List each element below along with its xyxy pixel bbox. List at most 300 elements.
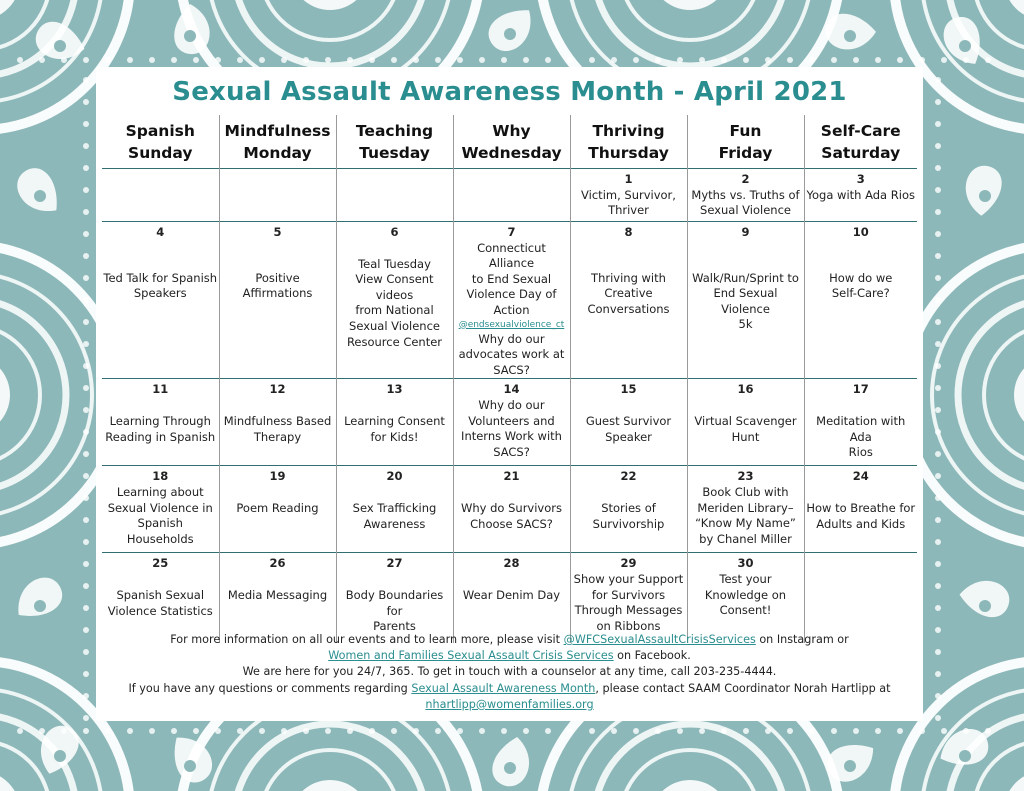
ornament-shape [935, 121, 941, 127]
event-text: Media Messaging [227, 587, 328, 602]
event-text: Parents [373, 619, 416, 634]
ornament-shape [435, 728, 441, 734]
day-number: 16 [737, 382, 754, 397]
ornament-shape [34, 190, 46, 202]
page-title: Sexual Assault Awareness Month - April 2021 [172, 77, 847, 107]
day-cell [570, 466, 687, 553]
footer-line-hotline: We are here for you 24/7, 365. To get in touch with a counselor at any time, call 203-235-4444. [242, 665, 777, 679]
day-cell [687, 169, 804, 222]
day-cell [804, 222, 917, 379]
day-number: 7 [507, 225, 516, 239]
event-text: Spanish Sexual [116, 587, 205, 602]
event-text: by Chanel Miller [699, 531, 792, 546]
ornament-shape [39, 57, 45, 63]
day-cell [219, 466, 336, 553]
ornament-shape [935, 99, 941, 105]
ornament-shape [83, 671, 89, 677]
ornament-shape [83, 297, 89, 303]
ornament-shape [589, 728, 595, 734]
ornament-shape [369, 728, 375, 734]
day-number: 19 [269, 469, 286, 484]
day-cell [687, 553, 804, 644]
event-text: Show your Support [573, 571, 684, 586]
ornament-shape [935, 385, 941, 391]
day-cell [453, 466, 570, 553]
ornament-shape [935, 539, 941, 545]
day-number: 29 [620, 556, 637, 571]
event-text: Learning Through [109, 413, 211, 428]
week-row [102, 466, 917, 553]
event-text: Violence Statistics [107, 603, 213, 618]
event-text: on Ribbons [596, 618, 661, 633]
empty-cell [102, 169, 219, 222]
ornament-shape [956, 575, 1012, 620]
ornament-shape [935, 187, 941, 193]
ornament-shape [765, 57, 771, 63]
ornament-shape [787, 728, 793, 734]
day-number: 21 [503, 469, 520, 484]
ornament-shape [655, 728, 661, 734]
event-text: Walk/Run/Sprint to [692, 270, 799, 285]
event-text: Spanish Households [126, 516, 194, 546]
ornament-shape [919, 728, 925, 734]
day-cell [570, 169, 687, 222]
ornament-shape [589, 57, 595, 63]
event-text: Why do our [478, 397, 545, 412]
ornament-shape [127, 57, 133, 63]
event-text: Sex Trafficking [352, 500, 437, 515]
ornament-shape [54, 750, 66, 762]
header-monday: Mindfulness Monday [219, 115, 336, 169]
event-text: SACS? [493, 362, 530, 377]
event-text: Poem Reading [236, 500, 319, 515]
ornament-shape [844, 30, 856, 42]
ornament-shape [435, 57, 441, 63]
ornament-shape [325, 57, 331, 63]
event-text: Sexual Violence [700, 203, 791, 218]
ornament-shape [83, 143, 89, 149]
ornament-shape [935, 473, 941, 479]
event-text: Guest Survivor [585, 413, 672, 428]
ornament-shape [457, 57, 463, 63]
ornament-shape [935, 671, 941, 677]
ornament-shape [83, 99, 89, 105]
event-text: Teal Tuesday [358, 256, 431, 271]
ornament-shape [174, 4, 209, 54]
event-text: SACS? [493, 444, 530, 459]
day-cell [687, 379, 804, 466]
header-thursday: Thriving Thursday [570, 115, 687, 169]
ornament-shape [545, 728, 551, 734]
ornament-shape [83, 363, 89, 369]
day-cell [453, 379, 570, 466]
ornament-shape [215, 57, 221, 63]
ornament-shape [83, 693, 89, 699]
ornament-shape [259, 57, 265, 63]
ornament-shape [935, 319, 941, 325]
ornament-shape [941, 57, 947, 63]
day-number: 23 [737, 469, 754, 484]
event-text: Sexual Violence in [107, 500, 213, 515]
event-text: View Consent videos [355, 272, 434, 302]
day-cell [687, 466, 804, 553]
day-cell [102, 222, 219, 379]
ornament-shape [83, 473, 89, 479]
day-number: 13 [386, 382, 403, 397]
ornament-shape [650, 780, 730, 791]
ornament-shape [897, 57, 903, 63]
ornament-shape [765, 728, 771, 734]
ornament-shape [83, 253, 89, 259]
ornament-shape [149, 728, 155, 734]
ornament-shape [325, 728, 331, 734]
event-text: Book Club with [702, 484, 789, 499]
ornament-shape [413, 728, 419, 734]
event-text: Violence Day of [466, 287, 557, 302]
ornament-shape [83, 341, 89, 347]
day-number: 14 [503, 382, 520, 397]
ornament-shape [545, 57, 551, 63]
day-number: 3 [856, 172, 865, 186]
ornament-shape [567, 57, 573, 63]
day-cell [804, 466, 917, 553]
ornament-shape [677, 728, 683, 734]
ornament-shape [83, 495, 89, 501]
ornament-shape [83, 209, 89, 215]
event-text: Hunt [731, 429, 760, 444]
ornament-shape [567, 728, 573, 734]
week-row [102, 553, 917, 644]
ornament-shape [935, 143, 941, 149]
ornament-shape [935, 627, 941, 633]
ornament-shape [979, 600, 991, 612]
ornament-shape [743, 728, 749, 734]
event-text: Body Boundaries for [345, 587, 444, 618]
week-row [102, 222, 917, 379]
ornament-shape [1004, 771, 1024, 791]
day-number: 22 [620, 469, 637, 484]
event-text: Myths vs. Truths of [691, 187, 800, 202]
ornament-shape [853, 728, 859, 734]
footer-line-contact: If you have any questions or comments regarding Sexual Assault Awareness Month, please contact SAAM Coordinator Norah Hartlipp at [128, 681, 891, 695]
event-text: Interns Work with [461, 429, 562, 444]
email-link[interactable]: nhartlipp@womenfamilies.org [425, 697, 594, 711]
ornament-shape [83, 561, 89, 567]
ornament-shape [963, 728, 969, 734]
event-text: Learning Consent [344, 413, 445, 428]
ornament-shape [941, 728, 947, 734]
ornament-shape [935, 297, 941, 303]
ornament-shape [611, 728, 617, 734]
day-cell [687, 222, 804, 379]
day-cell [804, 169, 917, 222]
day-number: 11 [152, 382, 169, 397]
day-number: 20 [386, 469, 403, 484]
header-saturday: Self-Care Saturday [804, 115, 917, 169]
day-cell [219, 222, 336, 379]
event-text: Knowledge on [704, 587, 787, 602]
footer-line-facebook: Women and Families Sexual Assault Crisis Services on Facebook. [328, 649, 691, 663]
social-handle-link[interactable]: @endsexualviolence_ct [458, 319, 565, 330]
day-cell [336, 466, 453, 553]
event-text: Speakers [133, 286, 187, 301]
header-friday: Fun Friday [687, 115, 804, 169]
ornament-shape [959, 40, 971, 52]
ornament-shape [171, 57, 177, 63]
ornament-shape [83, 583, 89, 589]
ornament-shape [875, 57, 881, 63]
day-cell [219, 553, 336, 644]
ornament-shape [985, 728, 991, 734]
ornament-shape [17, 728, 23, 734]
ornament-shape [963, 57, 969, 63]
day-number: 10 [852, 225, 869, 239]
day-number: 27 [386, 556, 403, 571]
ornament-shape [743, 57, 749, 63]
saam-link[interactable]: Sexual Assault Awareness Month [411, 681, 596, 695]
event-text: Creative [604, 286, 653, 301]
day-cell [102, 379, 219, 466]
event-text: Consent! [719, 603, 772, 618]
ornament-shape [17, 57, 23, 63]
ornament-shape [83, 187, 89, 193]
day-number: 15 [620, 382, 637, 397]
ornament-shape [61, 57, 67, 63]
day-cell [336, 222, 453, 379]
event-text: for Kids! [370, 429, 419, 444]
event-text: Choose SACS? [470, 516, 553, 531]
event-text: to End Sexual [471, 271, 552, 286]
ornament-shape [935, 231, 941, 237]
ornament-shape [721, 728, 727, 734]
ornament-shape [479, 57, 485, 63]
ornament-shape [83, 57, 89, 63]
header-tuesday: Teaching Tuesday [336, 115, 453, 169]
ornament-shape [105, 57, 111, 63]
event-text: Sexual Violence [349, 318, 440, 333]
day-number: 1 [624, 172, 633, 186]
event-text: Stories of [601, 500, 656, 515]
ornament-shape [787, 57, 793, 63]
ornament-shape [237, 57, 243, 63]
ornament-shape [413, 57, 419, 63]
ornament-shape [979, 190, 991, 202]
event-text: from National [355, 303, 434, 318]
ornament-shape [935, 363, 941, 369]
instagram-link[interactable]: @WFCSexualAssaultCrisisServices [563, 633, 756, 646]
event-text: Virtual Scavenger [694, 413, 797, 428]
event-text: Victim, Survivor, [581, 187, 676, 202]
facebook-link[interactable]: Women and Families Sexual Assault Crisis Services [328, 649, 614, 663]
ornament-shape [347, 57, 353, 63]
ornament-shape [281, 728, 287, 734]
event-text: Survivorship [592, 516, 665, 531]
ornament-shape [184, 760, 196, 772]
ornament-shape [303, 57, 309, 63]
event-text: for Survivors [591, 587, 666, 602]
day-cell [102, 553, 219, 644]
day-number: 6 [390, 225, 399, 239]
event-text: advocates work at [458, 347, 565, 362]
day-number: 17 [852, 382, 869, 397]
ornament-shape [83, 451, 89, 457]
ornament-shape [83, 605, 89, 611]
day-cell [336, 379, 453, 466]
ornament-shape [83, 319, 89, 325]
footer-line-email [96, 697, 923, 713]
day-number: 30 [737, 556, 754, 571]
event-text: Why do our [478, 331, 545, 346]
ornament-shape [935, 517, 941, 523]
ornament-shape [935, 253, 941, 259]
ornament-shape [34, 600, 46, 612]
day-number: 26 [269, 556, 286, 571]
empty-cell [804, 553, 917, 644]
day-cell [336, 553, 453, 644]
ornament-shape [935, 605, 941, 611]
day-cell [804, 379, 917, 466]
ornament-shape [83, 539, 89, 545]
empty-cell [219, 169, 336, 222]
event-text: Action [493, 302, 530, 317]
event-text: How to Breathe for [806, 500, 916, 515]
ornament-shape [290, 780, 370, 791]
event-text: Speaker [605, 429, 652, 444]
ornament-shape [391, 728, 397, 734]
ornament-shape [83, 77, 89, 83]
ornament-shape [0, 355, 10, 435]
ornament-shape [83, 275, 89, 281]
event-text: Reading in Spanish [105, 429, 216, 444]
ornament-shape [281, 57, 287, 63]
ornament-shape [935, 495, 941, 501]
ornament-shape [83, 429, 89, 435]
event-text: Volunteers and [468, 413, 555, 428]
event-text: How do we [829, 270, 893, 285]
event-text: Test your [719, 571, 772, 586]
day-number: 28 [503, 556, 520, 571]
ornament-shape [633, 57, 639, 63]
event-text: Mindfulness Based [223, 413, 332, 428]
ornament-shape [54, 40, 66, 52]
event-text: Ted Talk for Spanish [103, 270, 218, 285]
event-text: Self-Care? [831, 286, 890, 301]
ornament-shape [83, 649, 89, 655]
ornament-shape [83, 121, 89, 127]
day-number: 24 [852, 469, 869, 484]
day-number: 4 [156, 225, 165, 239]
event-text: Therapy [253, 429, 302, 444]
ornament-shape [809, 728, 815, 734]
ornament-shape [935, 715, 941, 721]
ornament-shape [935, 341, 941, 347]
ornament-shape [1014, 355, 1024, 435]
ornament-shape [875, 728, 881, 734]
event-text: Rios [848, 445, 873, 460]
event-text: “Know My Name” [695, 516, 796, 531]
ornament-shape [699, 728, 705, 734]
ornament-shape [290, 0, 370, 10]
ornament-shape [1004, 0, 1024, 20]
ornament-shape [83, 407, 89, 413]
event-text: Wear Denim Day [462, 587, 561, 602]
ornament-shape [83, 728, 89, 734]
ornament-shape [0, 771, 20, 791]
day-number: 18 [152, 469, 169, 484]
day-number: 25 [152, 556, 169, 571]
ornament-shape [655, 57, 661, 63]
day-cell [570, 222, 687, 379]
ornament-shape [935, 407, 941, 413]
ornament-shape [501, 728, 507, 734]
ornament-shape [935, 561, 941, 567]
ornament-shape [7, 570, 68, 628]
ornament-shape [831, 728, 837, 734]
ornament-shape [391, 57, 397, 63]
event-text: 5k [738, 317, 753, 332]
event-text: Adults and Kids [816, 516, 906, 531]
header-wednesday: Why Wednesday [453, 115, 570, 169]
ornament-shape [985, 57, 991, 63]
event-text: Meditation with Ada [816, 413, 906, 444]
ornament-shape [501, 57, 507, 63]
ornament-shape [935, 583, 941, 589]
ornament-shape [303, 728, 309, 734]
empty-cell [336, 169, 453, 222]
event-text: Thriving with [591, 270, 666, 285]
ornament-shape [677, 57, 683, 63]
ornament-shape [611, 57, 617, 63]
event-text: Meriden Library– [697, 500, 794, 515]
calendar-grid [102, 115, 917, 643]
ornament-shape [699, 57, 705, 63]
event-text: Resource Center [346, 334, 443, 349]
ornament-shape [193, 57, 199, 63]
event-text: Awareness [363, 516, 426, 531]
event-text: Through Messages [574, 603, 683, 618]
event-text: Yoga with Ada Rios [806, 187, 915, 202]
ornament-shape [523, 57, 529, 63]
day-number: 8 [624, 225, 633, 239]
ornament-shape [831, 57, 837, 63]
event-text: Positive Affirmations [242, 270, 313, 301]
event-text: Learning about [116, 484, 204, 499]
ornament-shape [919, 57, 925, 63]
day-number: 12 [269, 382, 286, 397]
ornament-shape [935, 693, 941, 699]
ornament-shape [259, 728, 265, 734]
day-cell [570, 553, 687, 644]
ornament-shape [215, 728, 221, 734]
ornament-shape [171, 728, 177, 734]
ornament-shape [347, 728, 353, 734]
ornament-shape [149, 57, 155, 63]
event-text: Thriver [608, 203, 649, 218]
header-sunday: Spanish Sunday [125, 121, 195, 162]
day-cell [102, 466, 219, 553]
day-cell [453, 553, 570, 644]
footer-info [96, 632, 923, 713]
day-number: 2 [741, 172, 750, 186]
ornament-shape [61, 728, 67, 734]
event-text: Connecticut Alliance [477, 240, 546, 271]
ornament-shape [369, 57, 375, 63]
ornament-shape [105, 728, 111, 734]
ornament-shape [39, 728, 45, 734]
ornament-shape [127, 728, 133, 734]
ornament-shape [237, 728, 243, 734]
ornament-shape [83, 517, 89, 523]
